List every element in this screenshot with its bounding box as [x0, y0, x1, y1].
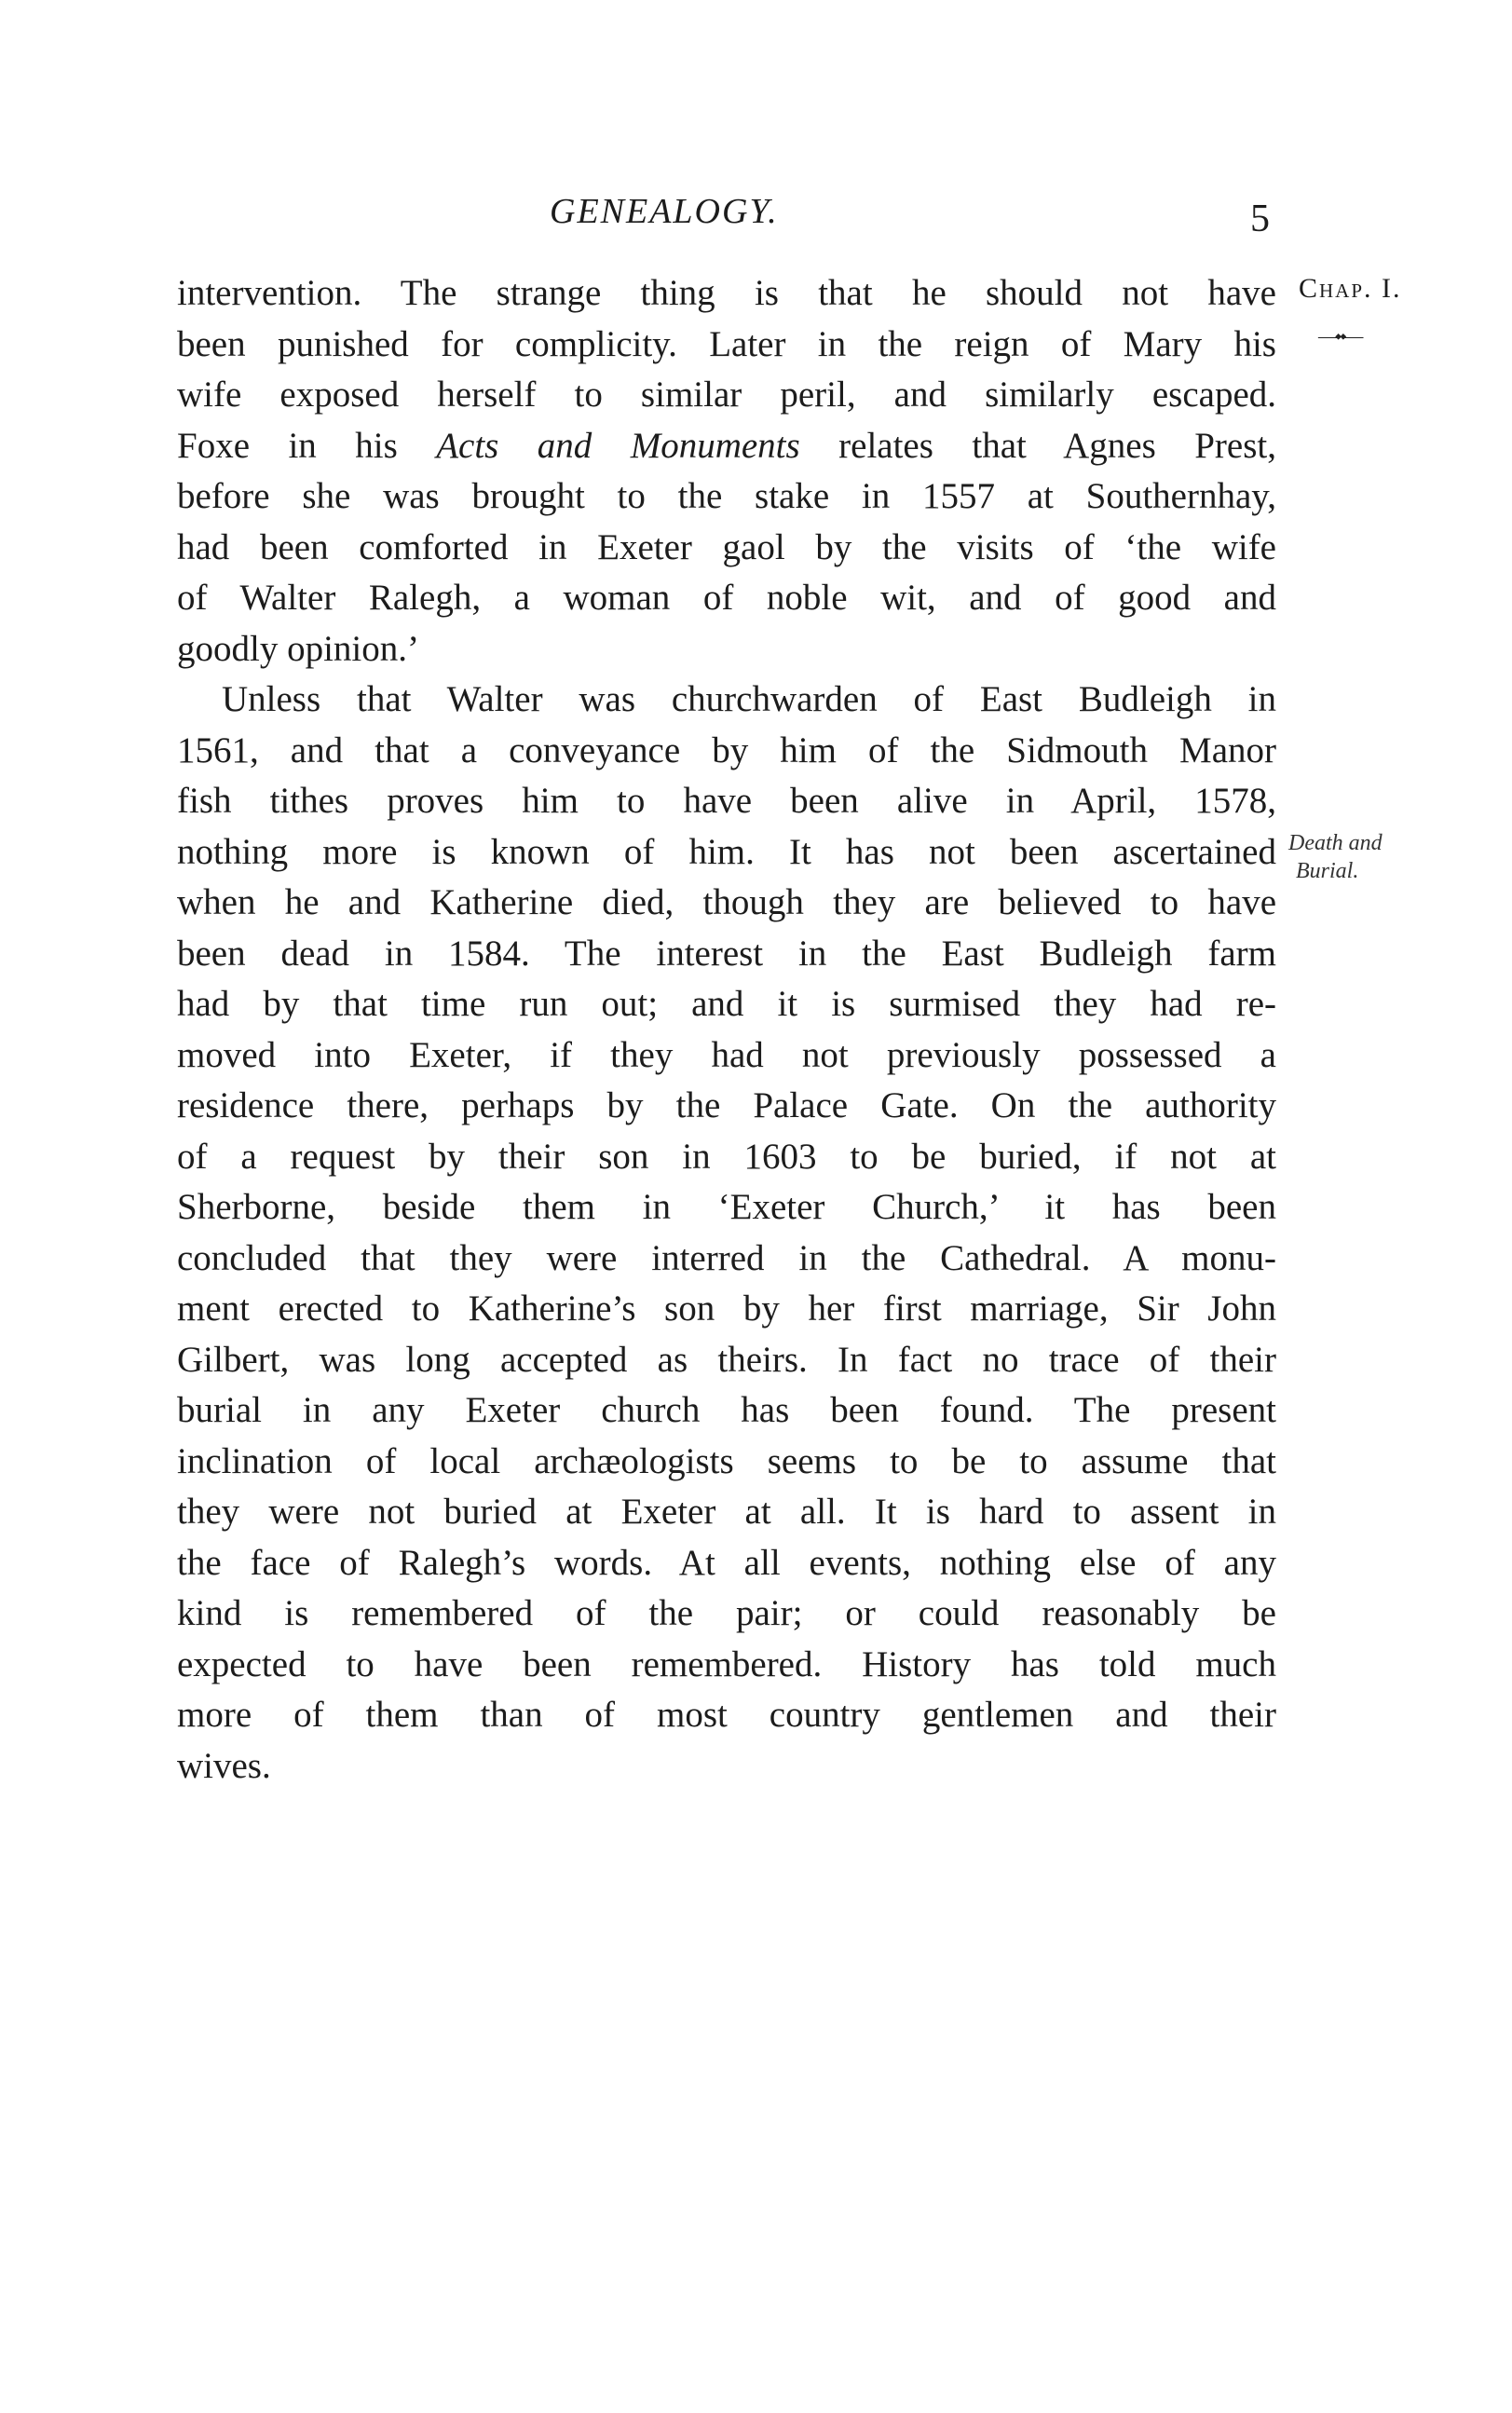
text-line: goodly opinion.’	[177, 628, 419, 669]
margin-note-line: Death and	[1288, 831, 1383, 855]
text-line: had been comforted in Exeter gaol by the visits of ‘the wife	[177, 526, 1276, 567]
text-line: the face of Ralegh’s words. At all events, nothing else of any	[177, 1542, 1276, 1583]
text-line: wives.	[177, 1745, 271, 1786]
margin-note	[1288, 829, 1437, 885]
ornament-divider: —⬩⬩—	[1318, 326, 1362, 347]
text-line: burial in any Exeter church has been found. The present	[177, 1390, 1276, 1430]
running-head-title: GENEALOGY.	[550, 192, 779, 231]
text-line: Sherborne, beside them in ‘Exeter Church,’ it has been	[177, 1187, 1276, 1227]
text-line: kind is remembered of the pair; or could reasonably be	[177, 1593, 1276, 1633]
text-line: ment erected to Katherine’s son by her first marriage, Sir John	[177, 1288, 1276, 1329]
text-line: residence there, perhaps by the Palace Gate. On the authority	[177, 1085, 1276, 1125]
text-line: fish tithes proves him to have been alive in April, 1578,	[177, 781, 1276, 821]
text-segment: Foxe in his	[177, 425, 437, 466]
text-segment: relates that Agnes Prest,	[799, 425, 1276, 466]
text-line: intervention. The strange thing is that he should not have	[177, 273, 1276, 313]
text-line: concluded that they were interred in the Cathedral. A monu-	[177, 1237, 1276, 1278]
margin-chapter-label: Chap. I.	[1299, 273, 1402, 304]
text-line: they were not buried at Exeter at all. It is hard to assent in	[177, 1492, 1276, 1532]
margin-note-line: Burial.	[1296, 859, 1359, 883]
text-line: inclination of local archæologists seems to be to assume that	[177, 1440, 1276, 1481]
text-line: when he and Katherine died, though they are believed to have	[177, 882, 1276, 922]
text-line: wife exposed herself to similar peril, and similarly escaped.	[177, 375, 1276, 415]
text-line	[177, 421, 1276, 472]
text-line: before she was brought to the stake in 1557 at Southernhay,	[177, 476, 1276, 516]
page-number: 5	[1250, 198, 1270, 240]
text-line: of a request by their son in 1603 to be buried, if not at	[177, 1136, 1276, 1177]
text-line: Unless that Walter was churchwarden of East Budleigh in	[222, 679, 1276, 719]
text-line: of Walter Ralegh, a woman of noble wit, and of good and	[177, 578, 1276, 618]
text-line: expected to have been remembered. History has told much	[177, 1643, 1276, 1684]
book-title: Acts and Monuments	[436, 425, 800, 466]
running-head	[0, 191, 1512, 238]
text-line: 1561, and that a conveyance by him of the Sidmouth Manor	[177, 729, 1276, 770]
text-line: been dead in 1584. The interest in the East Budleigh farm	[177, 933, 1276, 974]
text-line: more of them than of most country gentlemen and their	[177, 1695, 1276, 1735]
text-line: been punished for complicity. Later in the reign of Mary his	[177, 323, 1276, 364]
text-line: Gilbert, was long accepted as theirs. In fact no trace of their	[177, 1339, 1276, 1380]
text-line: had by that time run out; and it is surmised they had re-	[177, 984, 1276, 1024]
body-text	[177, 268, 1276, 1792]
text-line: nothing more is known of him. It has not been ascertained	[177, 831, 1276, 872]
text-line: moved into Exeter, if they had not previously possessed a	[177, 1034, 1276, 1075]
